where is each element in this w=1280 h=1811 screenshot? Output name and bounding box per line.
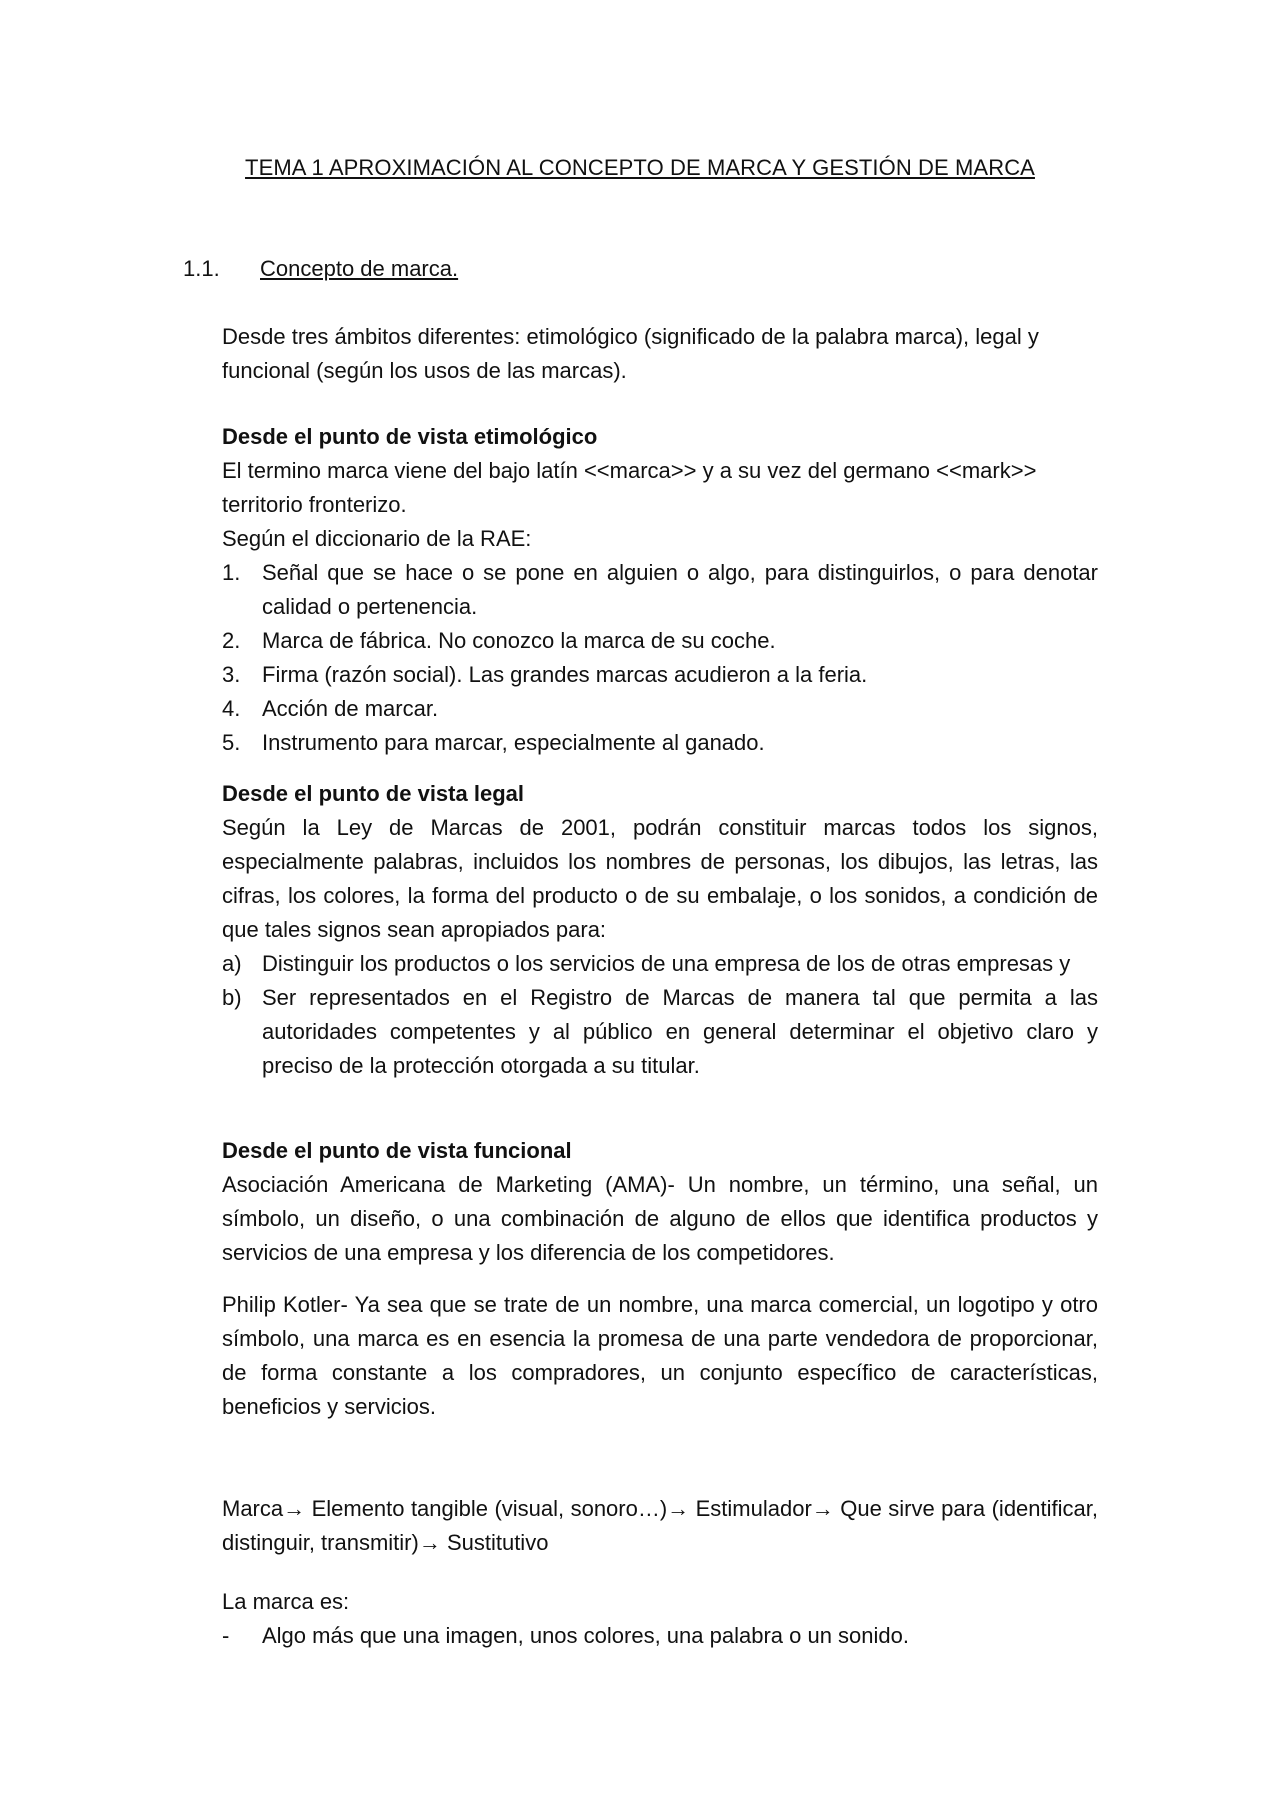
list-item-text: Firma (razón social). Las grandes marcas acudieron a la feria. (262, 662, 868, 687)
list-item (222, 1619, 1098, 1653)
section-title: Concepto de marca. (260, 256, 459, 281)
list-item-text: Acción de marcar. (262, 696, 439, 721)
etymological-section (222, 420, 1098, 760)
ama-definition: Asociación Americana de Marketing (AMA)- Un nombre, un término, una señal, un símbolo, un diseño, o una combinación de alguno de ellos que identifica productos y servicios de una empresa y los diferencia de los competidores. (222, 1172, 1098, 1265)
brand-chain-text: Marca→ Elemento tangible (visual, sonoro…)→ Estimulador→ Que sirve para (identificar, distinguir, transmitir)→ Sustitutivo (222, 1496, 1098, 1555)
list-item-text: Instrumento para marcar, especialmente al ganado. (262, 730, 765, 755)
intro-text: Desde tres ámbitos diferentes: etimológico (significado de la palabra marca), legal y funcional (según los usos de las marcas). (222, 324, 1039, 383)
rae-definitions-list (222, 556, 1098, 760)
rae-intro: Según el diccionario de la RAE: (222, 526, 532, 551)
etymological-text: El termino marca viene del bajo latín <<marca>> y a su vez del germano <<mark>> territorio fronterizo. (222, 458, 1037, 517)
list-marker: b) (222, 985, 242, 1010)
functional-heading: Desde el punto de vista funcional (222, 1138, 572, 1163)
list-marker: 3. (222, 662, 241, 687)
brand-chain-paragraph (222, 1492, 1098, 1560)
document-title: TEMA 1 APROXIMACIÓN AL CONCEPTO DE MARCA Y GESTIÓN DE MARCA (245, 155, 1035, 180)
list-item-text: Señal que se hace o se pone en alguien o algo, para distinguirlos, o para denotar calidad o pertenencia. (262, 560, 1098, 619)
list-marker: - (222, 1623, 230, 1648)
list-item (222, 726, 1098, 760)
etymological-heading: Desde el punto de vista etimológico (222, 424, 598, 449)
list-item (222, 556, 1098, 624)
list-item-text: Ser representados en el Registro de Marcas de manera tal que permita a las autoridades competentes y al público en general determinar el objetivo claro y preciso de la protección otorgada a su titular. (262, 985, 1098, 1078)
list-marker: a) (222, 951, 242, 976)
list-item (222, 692, 1098, 726)
list-item-text: Algo más que una imagen, unos colores, una palabra o un sonido. (262, 1623, 909, 1648)
intro-paragraph (222, 320, 1088, 388)
list-item (222, 658, 1098, 692)
list-item (222, 947, 1098, 981)
list-item (222, 624, 1098, 658)
list-marker: 2. (222, 628, 241, 653)
legal-heading: Desde el punto de vista legal (222, 781, 524, 806)
legal-text: Según la Ley de Marcas de 2001, podrán constituir marcas todos los signos, especialmente palabras, incluidos los nombres de personas, los dibujos, las letras, las cifras, los colores, la forma del producto o de su embalaje, o los sonidos, a condición de que tales signos sean apropiados para: (222, 815, 1098, 942)
marca-es-section (222, 1585, 1098, 1653)
list-item-text: Distinguir los productos o los servicios de una empresa de los de otras empresas y (262, 951, 1071, 976)
marca-es-intro: La marca es: (222, 1589, 350, 1614)
legal-conditions-list (222, 947, 1098, 1083)
list-marker: 5. (222, 730, 241, 755)
section-heading (183, 256, 458, 282)
list-item (222, 981, 1098, 1083)
list-item-text: Marca de fábrica. No conozco la marca de su coche. (262, 628, 776, 653)
functional-section (222, 1134, 1098, 1424)
kotler-definition: Philip Kotler- Ya sea que se trate de un nombre, una marca comercial, un logotipo y otro símbolo, una marca es en esencia la promesa de una parte vendedora de proporcionar, de forma constante a los compradores, un conjunto específico de características, beneficios y servicios. (222, 1292, 1098, 1419)
list-marker: 1. (222, 560, 241, 585)
marca-es-list (222, 1619, 1098, 1653)
list-marker: 4. (222, 696, 241, 721)
legal-section (222, 777, 1098, 1083)
section-number: 1.1. (183, 256, 220, 281)
